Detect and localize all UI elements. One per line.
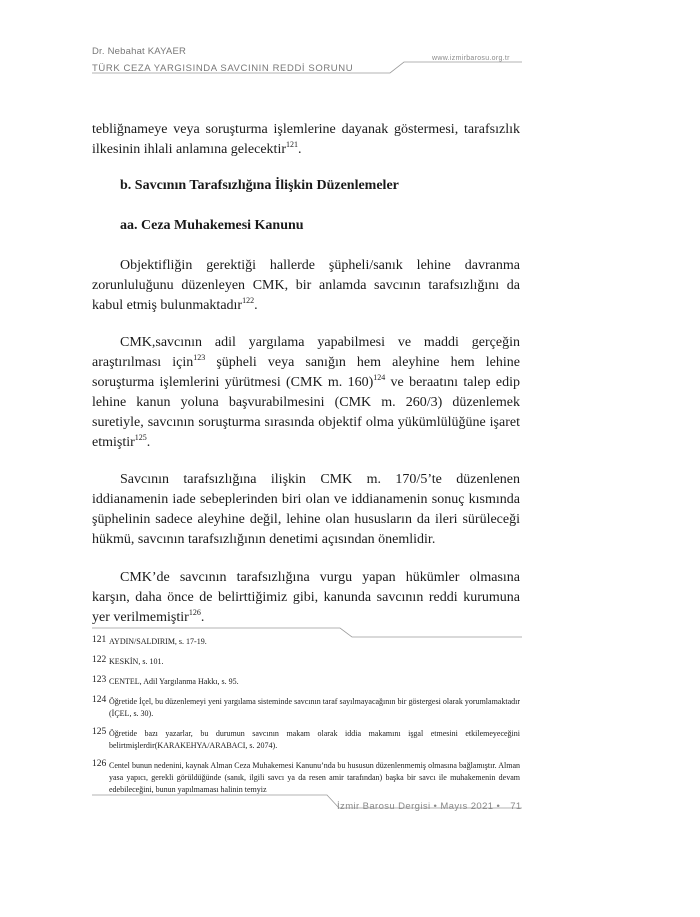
journal-url: www.izmirbarosu.org.tr (432, 55, 510, 62)
footnote-ref-125: 125 (134, 433, 147, 442)
footnote-ref-123: 123 (193, 353, 206, 362)
section-heading-aa: aa. Ceza Muhakemesi Kanunu (120, 218, 304, 233)
footnote-number: 122 (92, 655, 107, 665)
footnotes (92, 634, 520, 802)
paragraph-5-text: CMK’de savcının tarafsızlığına vurgu yapan hükümler olmasına karşın, daha önce de belirttiğimiz gibi, kanunda savcının reddi kurumuna yer verilmemiştir (92, 570, 520, 625)
paragraph-5: CMK’de savcının tarafsızlığına vurgu yapan hükümler olmasına karşın, daha önce de belirttiğimiz gibi, kanunda savcının reddi kurumuna yer verilmemiştir$^{126}$. (92, 570, 520, 625)
footnote-ref-121: 121 (286, 140, 298, 149)
footnote-item (92, 654, 520, 668)
footnote-text: AYDIN/SALDIRIM, s. 17-19. (109, 637, 207, 646)
paragraph-2-text: Objektifliğin gerektiği hallerde şüpheli/sanık lehine davranma zorunluluğunu düzenleyen CMK, bir anlamda savcının tarafsızlığını da kabul etmiş bulunmaktadır (92, 258, 520, 313)
paragraph-4-text: Savcının tarafsızlığına ilişkin CMK m. 170/5’te düzenlenen iddianamenin iade sebeplerinden biri olan ve iddianamenin sonuç kısmında şüphelinin sadece aleyhine değil, lehine olan hususların da ileri sürüleceği hükmü, savcının tarafsızlığının denetimi açısından önemlidir. (92, 472, 520, 547)
footnote-number: 124 (92, 695, 107, 705)
footnote-item (92, 758, 520, 796)
footnote-item (92, 726, 520, 752)
footnote-item (92, 694, 520, 720)
paragraph-1-text: tebliğnameye veya soruşturma işlemlerine dayanak göstermesi, tarafsızlık ilkesinin ihlali anlamına gelecektir (92, 122, 520, 157)
running-head-author: Dr. Nebahat KAYAER (92, 46, 187, 57)
footnote-number: 121 (92, 635, 107, 645)
page-number: 71 (510, 801, 522, 812)
footnote-text: CENTEL, Adil Yargılanma Hakkı, s. 95. (109, 677, 239, 686)
footnote-number: 125 (92, 727, 107, 737)
footnote-text: KESKİN, s. 101. (109, 657, 164, 666)
section-heading-b: b. Savcının Tarafsızlığına İlişkin Düzenlemeler (120, 178, 399, 193)
footnote-number: 123 (92, 675, 107, 685)
footnote-item (92, 634, 520, 648)
footnote-number: 126 (92, 759, 107, 769)
running-head-title: TÜRK CEZA YARGISINDA SAVCININ REDDİ SORUNU (92, 63, 354, 74)
footnote-ref-126: 126 (188, 608, 201, 617)
paragraph-2: Objektifliğin gerektiği hallerde şüpheli/sanık lehine davranma zorunluluğunu düzenleyen CMK, bir anlamda savcının tarafsızlığını da kabul etmiş bulunmaktadır$^{122}$. (92, 258, 520, 313)
journal-name: İzmir Barosu Dergisi • Mayıs 2021 • (337, 801, 501, 812)
footnote-ref-122: 122 (242, 296, 255, 305)
footnote-text: Centel bunun nedenini, kaynak Alman Ceza Muhakemesi Kanunu’nda bu hususun düzenlenmemiş olmasına bağlamıştır. Alman yasa yapıcı, gerekli görüldüğünde (sanık, ilgili savcı ya da resen amir tarafından) başka bir savcı ile muhakemenin devam edebileceğini, bunun yapılmaması halinin temyiz (109, 761, 520, 794)
footnote-item (92, 674, 520, 688)
page-footer (337, 801, 522, 812)
footnote-ref-124: 124 (373, 373, 386, 382)
footnote-text: Öğretide bazı yazarlar, bu durumun savcının makam olarak iddia makamını işgal etmesini etkilemeyeceğini belirtmişlerdir(KARAKEHYA/ARABACI, s. 2074). (109, 729, 520, 750)
footnote-text: Öğretide İçel, bu düzenlemeyi yeni yargılama sisteminde savcının taraf sayılmayacağının bir göstergesi olarak yorumlamaktadır (İÇEL, s. 30). (109, 697, 520, 718)
paragraph-3: CMK,savcının adil yargılama yapabilmesi ve maddi gerçeğin araştırılması için$^{123}$ şüpheli veya sanığın hem aleyhine hem lehine soruşturma işlemlerini yürütmesi (CMK m. 160)$^{124}$ ve beraatını talep edip lehine kanun yoluna başvurabilmesini (CMK m. 260/3) düzenlemek suretiyle, savcının soruşturma sırasında objektif olma yükümlülüğüne işaret etmiştir$^{125}$. (92, 335, 520, 450)
paragraph-4 (92, 470, 520, 550)
paragraph-1: tebliğnameye veya soruşturma işlemlerine dayanak göstermesi, tarafsızlık ilkesinin ihlali anlamına gelecektir$^{121}$. (92, 122, 520, 157)
